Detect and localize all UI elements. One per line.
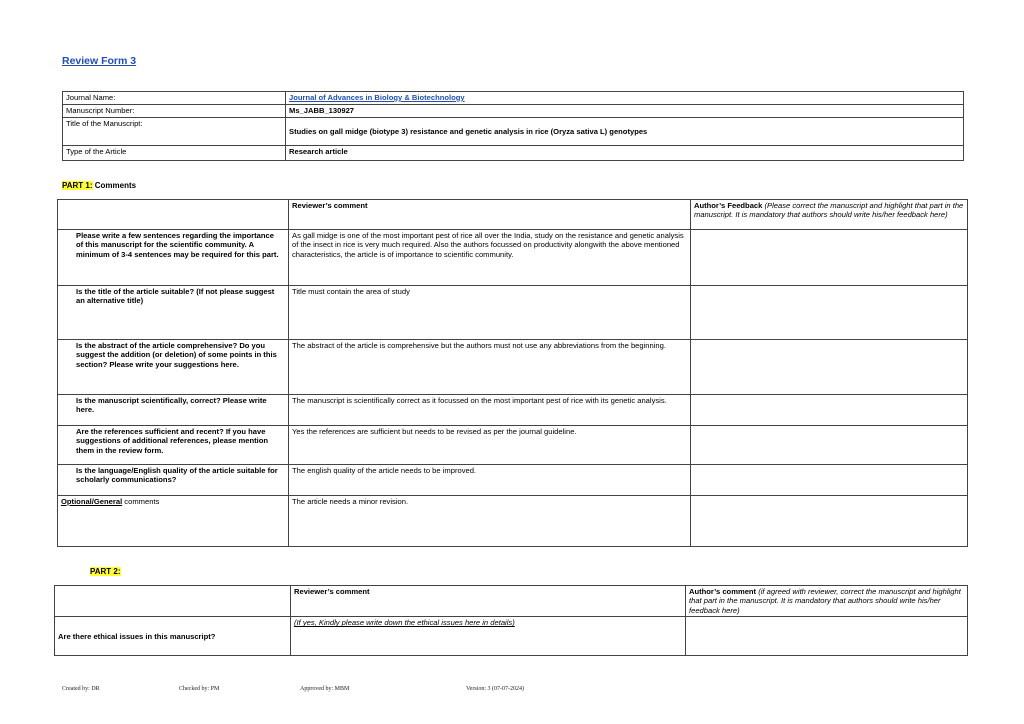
part1-header-blank xyxy=(58,200,289,230)
part2-header-author-title: Author’s comment xyxy=(689,587,757,596)
table-row xyxy=(58,230,968,286)
table-row xyxy=(58,465,968,496)
info-label-title: Title of the Manuscript: xyxy=(63,118,286,146)
part1-header-reviewer: Reviewer’s comment xyxy=(289,200,691,230)
part2-label: PART 2: xyxy=(90,567,121,576)
comment-ethical: (If yes, Kindly please write down the ethical issues here in details) xyxy=(291,617,686,656)
info-value-journal[interactable]: Journal of Advances in Biology & Biotechnology xyxy=(286,92,964,105)
part1-label: PART 1: xyxy=(62,181,93,190)
footer-approved: Approved by: MBM xyxy=(300,686,350,692)
question-scientific: Is the manuscript scientifically, correct? Please write here. xyxy=(58,395,289,426)
table-row xyxy=(55,617,968,656)
comment-importance: As gall midge is one of the most important pest of rice all over the India, study on the resistance and genetic analysis of the insect in rice is very much required. Also the authors focussed on productivity alongwith the above mentioned characteristics, the article is of importance to scientific community. xyxy=(289,230,691,286)
feedback-importance[interactable] xyxy=(691,230,968,286)
part2-header-blank xyxy=(55,586,291,617)
question-ethical: Are there ethical issues in this manuscript? xyxy=(55,617,291,656)
optional-comments-label xyxy=(58,496,289,547)
info-label-journal: Journal Name: xyxy=(63,92,286,105)
question-title: Is the title of the article suitable? (If not please suggest an alternative title) xyxy=(58,286,289,340)
info-label-manuscript-number: Manuscript Number: xyxy=(63,105,286,118)
part1-header-author-title: Author’s Feedback xyxy=(694,201,763,210)
optional-suffix: comments xyxy=(122,497,160,506)
feedback-language[interactable] xyxy=(691,465,968,496)
question-language: Is the language/English quality of the article suitable for scholarly communications? xyxy=(58,465,289,496)
table-row xyxy=(58,496,968,547)
footer-version: Version: 3 (07-07-2024) xyxy=(466,686,524,692)
part2-table xyxy=(54,585,968,656)
part1-suffix: Comments xyxy=(92,181,137,190)
part2-header-reviewer: Reviewer’s comment xyxy=(291,586,686,617)
feedback-ethical[interactable] xyxy=(686,617,968,656)
comment-scientific: The manuscript is scientifically correct as it focussed on the most important pest of rice with its genetic analysis. xyxy=(289,395,691,426)
comment-title: Title must contain the area of study xyxy=(289,286,691,340)
feedback-title[interactable] xyxy=(691,286,968,340)
part2-header-author-note: (if agreed with reviewer, correct the manuscript and highlight that part in the manuscript. It is mandatory that authors should write his/her feedback here) xyxy=(689,587,961,615)
feedback-abstract[interactable] xyxy=(691,340,968,395)
info-value-manuscript-number: Ms_JABB_130927 xyxy=(286,105,964,118)
part1-table xyxy=(57,199,968,547)
footer-created: Created by: DR xyxy=(62,686,100,692)
question-references: Are the references sufficient and recent? If you have suggestions of additional references, please mention them in the review form. xyxy=(58,426,289,465)
feedback-scientific[interactable] xyxy=(691,395,968,426)
comment-language: The english quality of the article needs to be improved. xyxy=(289,465,691,496)
part2-header-author xyxy=(686,586,968,617)
feedback-references[interactable] xyxy=(691,426,968,465)
comment-abstract: The abstract of the article is comprehensive but the authors must not use any abbreviations from the beginning. xyxy=(289,340,691,395)
info-label-type: Type of the Article xyxy=(63,146,286,161)
info-value-title: Studies on gall midge (biotype 3) resistance and genetic analysis in rice (Oryza sativa L) genotypes xyxy=(286,118,964,146)
table-row xyxy=(58,426,968,465)
part2-heading xyxy=(90,567,121,576)
table-row xyxy=(58,340,968,395)
feedback-optional[interactable] xyxy=(691,496,968,547)
part1-header-author-note: (Please correct the manuscript and highlight that part in the manuscript. It is mandatory that authors should write his/her feedback here) xyxy=(694,201,964,220)
info-table xyxy=(62,91,964,161)
question-importance: Please write a few sentences regarding the importance of this manuscript for the scientific community. A minimum of 3-4 sentences may be required for this part. xyxy=(58,230,289,286)
question-abstract: Is the abstract of the article comprehensive? Do you suggest the addition (or deletion) of some points in this section? Please write your suggestions here. xyxy=(58,340,289,395)
comment-references: Yes the references are sufficient but needs to be revised as per the journal guideline. xyxy=(289,426,691,465)
table-row xyxy=(58,286,968,340)
footer-checked: Checked by: PM xyxy=(179,686,220,692)
part1-header-author xyxy=(691,200,968,230)
info-value-type: Research article xyxy=(286,146,964,161)
table-row xyxy=(58,395,968,426)
part1-heading xyxy=(62,181,136,190)
optional-label: Optional/General xyxy=(61,497,123,506)
comment-optional: The article needs a minor revision. xyxy=(289,496,691,547)
form-title: Review Form 3 xyxy=(62,55,137,67)
